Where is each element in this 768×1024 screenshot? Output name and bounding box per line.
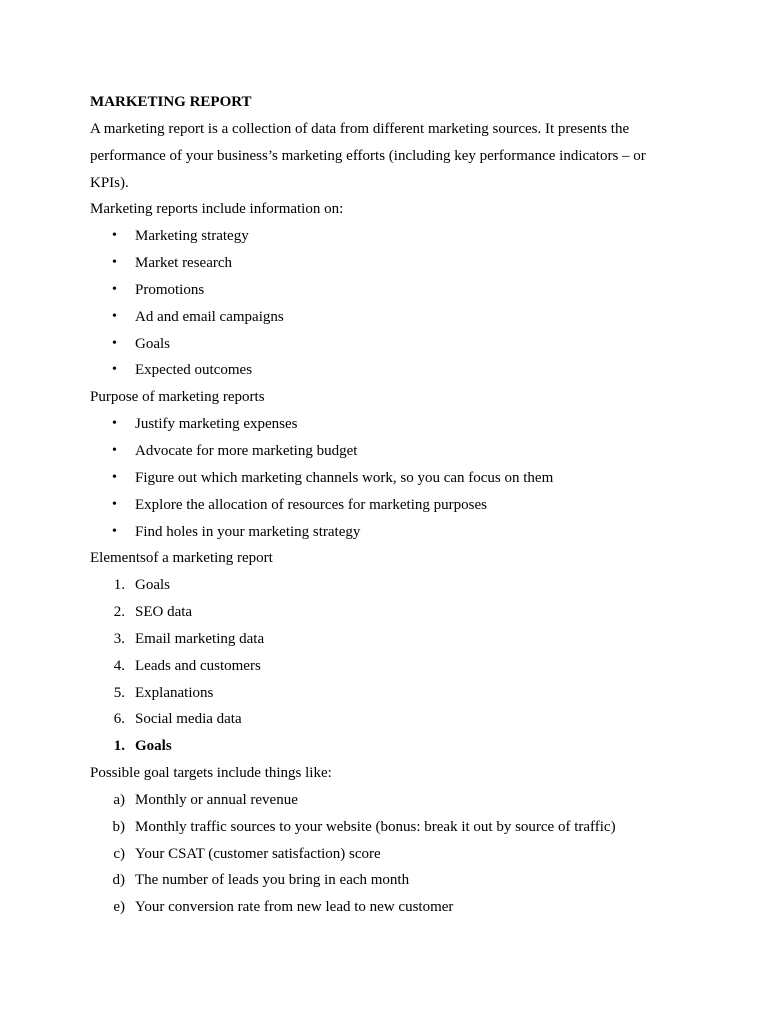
- list-letter: c): [113, 845, 125, 862]
- list-item: • Figure out which marketing channels work, so you can focus on them: [90, 465, 690, 492]
- bullet-icon: •: [112, 228, 117, 244]
- numbered-item: 2. SEO data: [90, 599, 690, 626]
- bullet-icon: •: [112, 469, 117, 485]
- list-letter: b): [112, 818, 125, 835]
- lettered-item: c) Your CSAT (customer satisfaction) score: [90, 841, 690, 868]
- list-item: • Goals: [90, 331, 690, 358]
- section-heading-goals: 1. Goals: [90, 733, 690, 760]
- lettered-item: e) Your conversion rate from new lead to new customer: [90, 894, 690, 921]
- numbered-item: 5. Explanations: [90, 680, 690, 707]
- list-number: 5.: [113, 684, 125, 701]
- document-body: [90, 89, 690, 921]
- list-letter: d): [112, 872, 125, 889]
- section-number: 1.: [113, 738, 125, 755]
- numbered-item: 4. Leads and customers: [90, 653, 690, 680]
- bullet-icon: •: [112, 523, 117, 539]
- purpose-heading: Purpose of marketing reports: [90, 389, 265, 406]
- bullet-icon: •: [112, 335, 117, 351]
- intro-line: KPIs).: [90, 174, 129, 191]
- elements-heading: Elementsof a marketing report: [90, 550, 273, 567]
- numbered-item: 3. Email marketing data: [90, 626, 690, 653]
- list-number: 1.: [113, 577, 125, 594]
- numbered-item: 6. Social media data: [90, 706, 690, 733]
- list-item: • Advocate for more marketing budget: [90, 438, 690, 465]
- includes-heading: Marketing reports include information on:: [90, 201, 344, 218]
- list-number: 3.: [113, 630, 125, 647]
- intro-line: performance of your business’s marketing efforts (including key performance indicators – or: [90, 147, 646, 164]
- list-number: 6.: [113, 711, 125, 728]
- lettered-item: d) The number of leads you bring in each month: [90, 867, 690, 894]
- list-item: • Ad and email campaigns: [90, 304, 690, 331]
- bullet-icon: •: [112, 442, 117, 458]
- list-letter: a): [113, 791, 125, 808]
- list-item: • Find holes in your marketing strategy: [90, 519, 690, 546]
- goals-intro: Possible goal targets include things like:: [90, 765, 332, 782]
- intro-line: A marketing report is a collection of data from different marketing sources. It presents the: [90, 120, 630, 137]
- bullet-icon: •: [112, 362, 117, 378]
- lettered-item: b) Monthly traffic sources to your website (bonus: break it out by source of traffic): [90, 814, 690, 841]
- bullet-icon: •: [112, 496, 117, 512]
- list-number: 2.: [113, 604, 125, 621]
- bullet-icon: •: [112, 308, 117, 324]
- list-item: • Marketing strategy: [90, 223, 690, 250]
- bullet-icon: •: [112, 416, 117, 432]
- numbered-item: 1. Goals: [90, 572, 690, 599]
- list-item: • Explore the allocation of resources for marketing purposes: [90, 492, 690, 519]
- list-item: • Expected outcomes: [90, 357, 690, 384]
- list-item: • Justify marketing expenses: [90, 411, 690, 438]
- bullet-icon: •: [112, 255, 117, 271]
- list-letter: e): [113, 899, 125, 916]
- page-title: MARKETING REPORT: [90, 94, 252, 110]
- list-item: • Promotions: [90, 277, 690, 304]
- lettered-item: a) Monthly or annual revenue: [90, 787, 690, 814]
- list-number: 4.: [113, 657, 125, 674]
- list-item: • Market research: [90, 250, 690, 277]
- bullet-icon: •: [112, 281, 117, 297]
